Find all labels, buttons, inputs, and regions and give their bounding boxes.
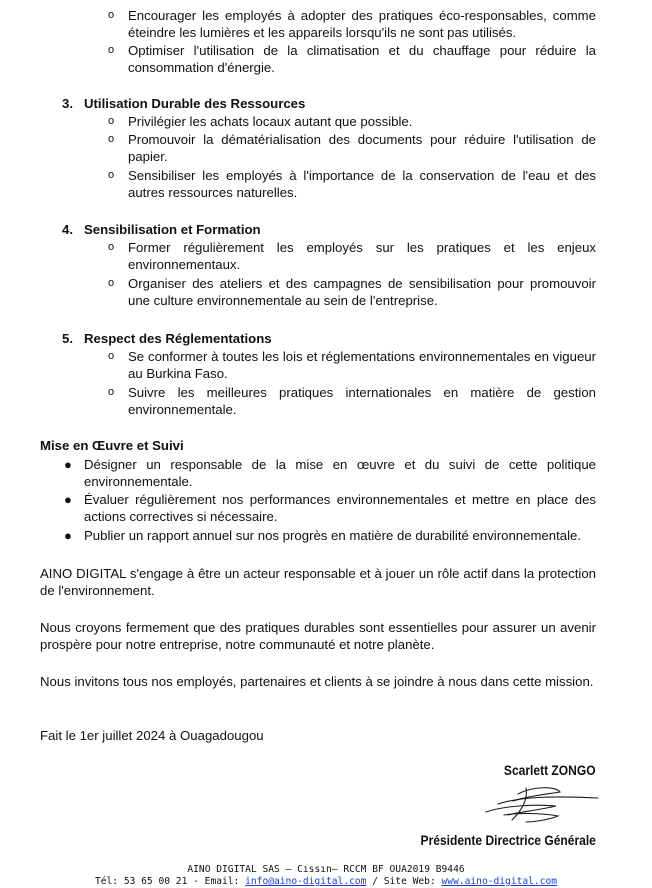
list-item-text: Promouvoir la dématérialisation des documents pour réduire l'utilisation de papier. [128, 132, 596, 165]
footer-contact-line [0, 876, 652, 888]
footer-phone: Tél: 53 65 00 21 - Email: [94, 876, 240, 887]
list-item [108, 167, 596, 202]
signatory-title: Présidente Directrice Générale [420, 832, 596, 848]
list-item [108, 348, 596, 383]
list-item-text: Privilégier les achats locaux autant que possible. [128, 114, 413, 129]
list-item-text: Former régulièrement les employés sur les pratiques et les enjeux environnementaux. [128, 240, 596, 273]
section-heading: Mise en Œuvre et Suivi [40, 438, 184, 453]
list-item-text: Suivre les meilleures pratiques internationales en matière de gestion environnementale. [128, 385, 596, 418]
section-heading [62, 221, 261, 238]
hollow-circle-bullet-icon: o [108, 133, 115, 145]
section-heading [62, 330, 272, 347]
paragraph: Nous invitons tous nos employés, partenaires et clients à se joindre à nous dans cette mission. [40, 674, 594, 689]
place-date: Fait le 1er juillet 2024 à Ouagadougou [40, 728, 264, 743]
hollow-circle-bullet-icon: o [108, 386, 115, 398]
section-title: Utilisation Durable des Ressources [84, 96, 306, 111]
footer-company-line: AINO DIGITAL SAS – Cıssın– RCCM BF OUA2019 B9446 [187, 864, 465, 875]
list-item [64, 456, 596, 491]
hollow-circle-bullet-icon: o [108, 350, 115, 362]
list-item-text: Encourager les employés à adopter des pratiques éco-responsables, comme éteindre les lumières et les appareils lorsqu'ils ne sont pas utilisés. [128, 8, 596, 41]
filled-dot-bullet-icon: ● [64, 528, 72, 543]
list-item [108, 239, 596, 274]
paragraph: AINO DIGITAL s'engage à être un acteur responsable et à jouer un rôle actif dans la protection de l'environnement. [40, 566, 596, 599]
list-item-text: Évaluer régulièrement nos performances environnementales et mettre en place des actions correctives si nécessaire. [84, 492, 596, 525]
filled-dot-bullet-icon: ● [64, 492, 72, 507]
list-item [108, 42, 596, 77]
signatory-name: Scarlett ZONGO [504, 762, 596, 778]
section-number: 5. [62, 331, 73, 346]
hollow-circle-bullet-icon: o [108, 277, 115, 289]
list-item [64, 491, 596, 526]
list-item [108, 7, 596, 42]
list-item [64, 527, 596, 544]
filled-dot-bullet-icon: ● [64, 457, 72, 472]
hollow-circle-bullet-icon: o [108, 241, 115, 253]
section-heading [62, 95, 305, 112]
list-item-text: Publier un rapport annuel sur nos progrès en matière de durabilité environnementale. [84, 528, 582, 543]
list-item-text: Optimiser l'utilisation de la climatisation et du chauffage pour réduire la consommation d'énergie. [128, 43, 596, 76]
section-number: 4. [62, 222, 73, 237]
list-item [108, 113, 596, 130]
hollow-circle-bullet-icon: o [108, 9, 115, 21]
hollow-circle-bullet-icon: o [108, 115, 115, 127]
list-item-text: Se conformer à toutes les lois et réglementations environnementales en vigueur au Burkina Faso. [128, 349, 596, 382]
list-item [108, 384, 596, 419]
section-number: 3. [62, 96, 73, 111]
paragraph: Nous croyons fermement que des pratiques durables sont essentielles pour assurer un avenir prospère pour notre entreprise, notre communauté et notre planète. [40, 620, 596, 653]
list-item-text: Organiser des ateliers et des campagnes de sensibilisation pour promouvoir une culture environnementale au sein de l'entreprise. [128, 276, 596, 309]
list-item-text: Désigner un responsable de la mise en œuvre et du suivi de cette politique environnementale. [84, 457, 596, 490]
footer-website-link[interactable]: www.aino-digital.com [441, 876, 558, 887]
footer-email-link[interactable]: info@aino-digital.com [245, 876, 367, 887]
list-item [108, 131, 596, 166]
list-item-text: Sensibiliser les employés à l'importance de la conservation de l'eau et des autres ressources naturelles. [128, 168, 596, 201]
handwritten-signature-icon [478, 782, 602, 824]
hollow-circle-bullet-icon: o [108, 44, 115, 56]
footer-site-label: / Site Web: [366, 876, 436, 887]
hollow-circle-bullet-icon: o [108, 169, 115, 181]
list-item [108, 275, 596, 310]
section-title: Sensibilisation et Formation [84, 222, 261, 237]
section-title: Respect des Réglementations [84, 331, 272, 346]
